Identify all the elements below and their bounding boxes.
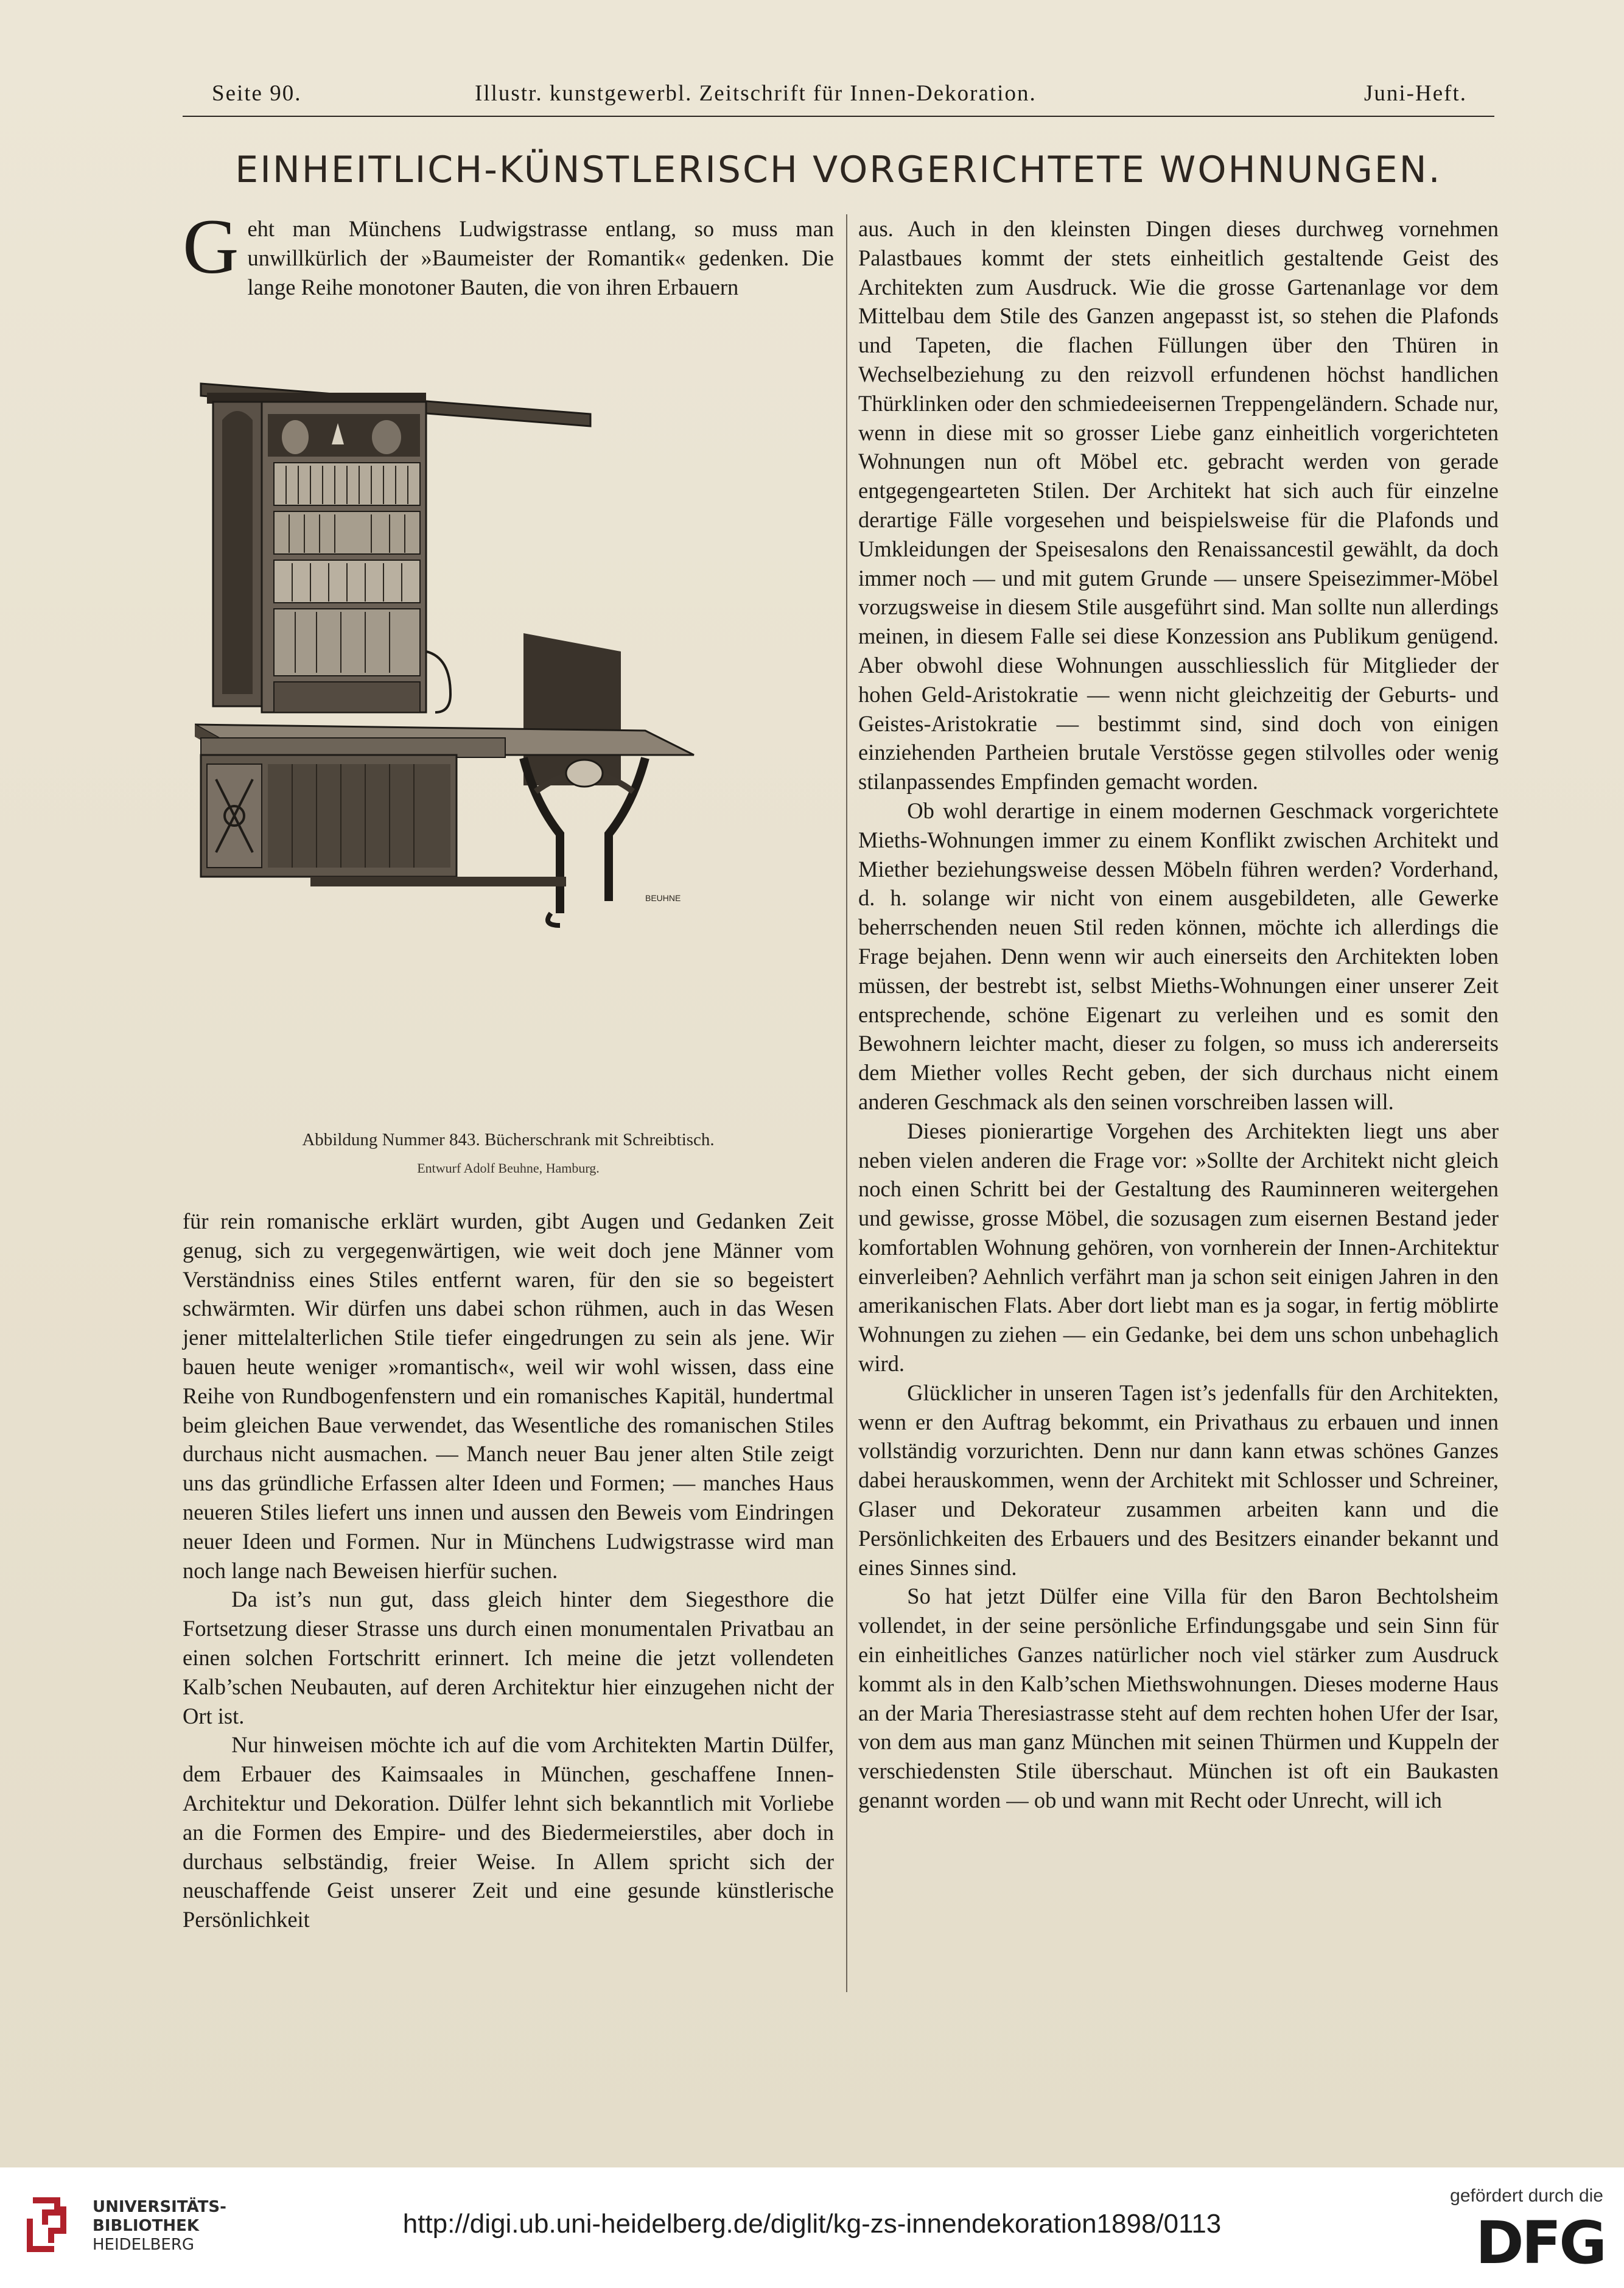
issue-label: Juni-Heft. xyxy=(1364,81,1467,106)
left-column-body xyxy=(183,1207,834,1934)
article-title: EINHEITLICH-KÜNSTLERISCH VORGERICHTETE WOHNUNGEN. xyxy=(235,149,1442,191)
library-line-2: BIBLIOTHEK xyxy=(93,2217,200,2235)
drop-cap: G xyxy=(183,203,239,290)
running-header xyxy=(183,80,1491,111)
header-rule xyxy=(183,116,1494,117)
right-paragraph: Dieses pionierartige Vorgehen des Architekten liegt uns aber neben vielen anderen die Frage vor: »Sollte der Architekt nicht gleich noch einen Schritt bei der Gestaltung des Rauminneren weitergehen und gewisse, grosse Möbel, die sozusagen zum eisernen Bestand jeder komfortablen Wohnung gehören, von vornherein der Innen-Architektur einverleiben? Aehnlich verfährt man ja schon seit einigen Jahren in den amerikanischen Flats. Aber dort liebt man es ja sogar, in fertig möblirte Wohnungen zu ziehen — ein Gedanke, bei dem uns schon unbehaglich wird. xyxy=(858,1118,1499,1377)
left-paragraph: für rein romanische erklärt wurden, gibt Augen und Gedanken Zeit genug, sich zu vergegenwärtigen, wie weit doch jene Männer vom Verständniss eines Stiles entfernt waren, für den sie so begeistert schwärmten. Wir dürfen uns dabei schon rühmen, auch in das Wesen jener mittelalterlichen Stile tiefer eingedrungen zu sein als jene. Wir bauen heute weniger »romantisch«, weil wir wohl wissen, dass eine Reihe von Rundbogenfenstern und ein romanisches Kapitäl, hundertmal beim gleichen Baue verwendet, das Wesentliche des romanischen Stiles durchaus nicht ausmachen. — Manch neuer Bau jener alten Stile zeigt uns das gründliche Erfassen alter Ideen und Formen; — manches Haus neueren Stiles liefert uns innen und aussen den Beweis vom Eindringen neuer Ideen und Formen. Nur in Münchens Ludwigstrasse wird man noch lange nach Beweisen hierfür suchen. xyxy=(183,1209,834,1583)
left-paragraph: Nur hinweisen möchte ich auf die vom Architekten Martin Dülfer, dem Erbauer des Kaimsaales in München, geschaffene Innen-Architektur und Dekoration. Dülfer lehnt sich bekanntlich mit Vorliebe an die Formen des Empire- und des Biedermeierstiles, aber doch in durchaus selbständig, freier Weise. In Allem spricht sich der neuschaffende Geist unserer Zeit und eine gesunde künstlerische Persönlichkeit xyxy=(183,1732,834,1932)
left-paragraph: Da ist’s nun gut, dass gleich hinter dem Siegesthore die Fortsetzung dieser Strasse uns durch einen monumentalen Privatbau an einen solchen Fortschritt erinnert. Ich meine die jetzt vollendeten Kalb’schen Neubauten, auf deren Architektur hier einzugehen nicht der Ort ist. xyxy=(183,1587,834,1728)
dfg-logo: DFG xyxy=(1475,2209,1605,2277)
journal-title: Illustr. kunstgewerbl. Zeitschrift für Innen-Dekoration. xyxy=(475,81,1037,106)
figure-credit: Entwurf Adolf Beuhne, Hamburg. xyxy=(417,1160,600,1176)
library-line-3: HEIDELBERG xyxy=(93,2236,195,2254)
column-divider xyxy=(846,214,847,1992)
figure-caption: Abbildung Nummer 843. Bücherschrank mit Schreibtisch. xyxy=(302,1130,715,1149)
furniture-engraving xyxy=(195,365,834,1129)
right-paragraph: So hat jetzt Dülfer eine Villa für den Baron Bechtolsheim vollendet, in der seine persönliche Erfindungsgabe und sein Sinn für ein einheitliches Ganzes natürlicher noch viel stärker zum Ausdruck kommt als in den Kalb’schen Miethswohnungen. Dieses moderne Haus an der Maria Theresiastrasse steht auf dem rechten hohen Ufer der Isar, von dem aus man ganz München mit seinen Thürmen und Kuppeln der verschiedensten Stile überschaut. München ist oft ein Baukasten genannt worden — ob und wann mit Recht oder Unrecht, will ich xyxy=(858,1584,1499,1813)
library-line-1: UNIVERSITÄTS- xyxy=(93,2198,226,2216)
left-column-intro xyxy=(183,203,834,301)
bookcase-desk-illustration xyxy=(195,365,834,1129)
permalink-url[interactable]: http://digi.ub.uni-heidelberg.de/diglit/kg-zs-innendekoration1898/0113 xyxy=(402,2209,1222,2239)
right-column-body xyxy=(858,214,1499,1815)
intro-text: eht man Münchens Ludwigstrasse entlang, so muss man unwillkürlich der »Baumeister der Romantik« gedenken. Die lange Reihe monotoner Bauten, die von ihren Erbauern xyxy=(247,216,834,300)
engraving-signature: BEUHNE xyxy=(645,893,681,903)
right-paragraph: Glücklicher in unseren Tagen ist’s jedenfalls für den Architekten, wenn er den Auftrag bekommt, ein Privathaus zu erbauen und innen vollständig vorzurichten. Denn nur dann kann etwas schönes Ganzes dabei herauskommen, wenn der Architekt mit Schlosser und Schreiner, Glaser und Dekorateur zusammen arbeiten kann und die Persönlichkeiten des Erbauers und des Besitzers einander bekannt und eines Sinnes sind. xyxy=(858,1380,1499,1580)
right-paragraph: aus. Auch in den kleinsten Dingen dieses durchweg vornehmen Palastbaues kommt der stets einheitlich gestaltende Geist des Architekten zum Ausdruck. Wie die grosse Gartenanlage vor dem Mittelbau dem Stile des Ganzen angepasst ist, so stehen die Plafonds und Tapeten, die flachen Füllungen über den Thüren in Wechselbeziehung zu den reizvoll erfundenen höchst handlichen Thürklinken oder den schmiedeeisernen Treppengeländern. Schade nur, wenn in diese mit so grosser Liebe ganz einheitlich vorgerichteten Wohnungen nun oft Möbel etc. gebracht werden von gerade entgegengearteten Stilen. Der Architekt hat sich auch für einzelne derartige Fälle vorgesehen und beispielsweise für die Plafonds und Umkleidungen der Speisesalons den Renaissancestil gewählt, da doch immer noch — und mit gutem Grunde — unsere Speisezimmer-Möbel vorzugsweise in diesem Stile ausgeführt sind. Man sollte nun allerdings meinen, in diesem Falle sei diese Konzession ans Publikum genügend. Aber obwohl diese Wohnungen ausschliesslich für Mitglieder der hohen Geld-Aristokratie — wenn nicht gleichzeitig der Geburts- und Geistes-Aristokratie — bestimmt sind, sind doch von einigen einziehenden Partheien brutale Verstösse gegen stilvolles oder wenig stilanpassendes Empfinden gemacht worden. xyxy=(858,216,1499,795)
funding-label: gefördert durch die xyxy=(1450,2186,1603,2206)
page-number: Seite 90. xyxy=(212,81,302,106)
right-paragraph: Ob wohl derartige in einem modernen Geschmack vorgerichtete Mieths-Wohnungen immer zu einem Konflikt zwischen Architekt und Miether beziehungsweise dessen Möbeln führen werden? Vorderhand, d. h. solange wir nicht von einem ausgebildeten, alle Gewerke beherrschenden neuen Stil reden können, möchte ich allerdings die Frage bejahen. Denn wenn wir auch einerseits den Architekten loben müssen, der bestrebt ist, selbst Mieths-Wohnungen einer unserer Zeit entsprechende, schöne Eigenart zu verleihen und es somit den Bewohnern leichter macht, dieser zu folgen, so muss ich andererseits dem Miether volles Recht geben, der sich durchaus nicht einem anderen Geschmack als den seinen vorschreiben lassen will. xyxy=(858,798,1499,1114)
digitization-footer xyxy=(0,2167,1624,2288)
